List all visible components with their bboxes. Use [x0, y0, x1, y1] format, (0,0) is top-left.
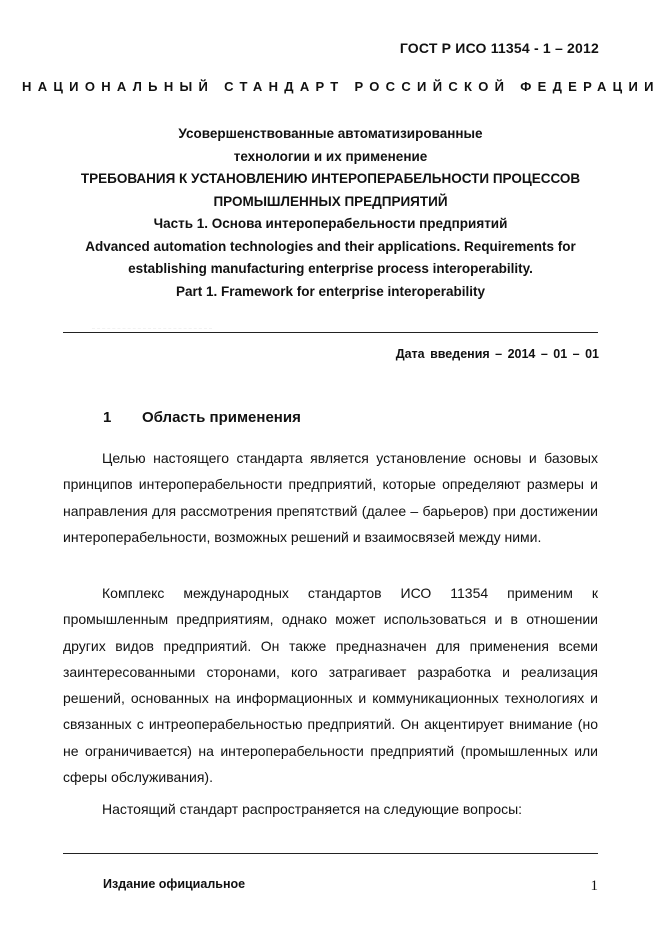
title-line: ТРЕБОВАНИЯ К УСТАНОВЛЕНИЮ ИНТЕРОПЕРАБЕЛЬНОСТИ ПРОЦЕССОВ: [80, 171, 581, 186]
title-line: технологии и их применение: [233, 148, 428, 164]
title-line: ПРОМЫШЛЕННЫХ ПРЕДПРИЯТИЙ: [213, 193, 448, 209]
section-number: 1: [103, 409, 112, 426]
document-code: ГОСТ Р ИСО 11354 - 1 – 2012: [399, 40, 599, 56]
footer-divider: [63, 853, 598, 854]
title-line: Усовершенствованные автоматизированные: [178, 126, 483, 141]
title-line: establishing manufacturing enterprise process interoperability.: [128, 261, 533, 276]
section-title: Область применения: [142, 409, 301, 426]
national-standard-heading: НАЦИОНАЛЬНЫЙ СТАНДАРТ РОССИЙСКОЙ ФЕДЕРАЦИИ: [22, 79, 660, 94]
page-number: 1: [590, 878, 598, 894]
title-line: Advanced automation technologies and their applications. Requirements for: [85, 238, 576, 254]
effective-date: Дата введения – 2014 – 01 – 01: [395, 347, 599, 361]
title-block: [40, 123, 621, 303]
title-divider: [63, 332, 598, 333]
paragraph: Настоящий стандарт распространяется на следующие вопросы:: [102, 801, 523, 817]
official-edition-label: Издание официальное: [103, 877, 246, 891]
title-line: Part 1. Framework for enterprise interoperability: [175, 283, 486, 299]
title-line: Часть 1. Основа интероперабельности предприятий: [153, 216, 508, 231]
paragraph: Комплекс международных стандартов ИСО 11354 применим к промышленным предприятиям, однако может использоваться и в отношении других видов предприятий. Он также предназначен для применения всеми заинтересованными сторонами, кого затрагивает разработка и реализация решений, основанных на информационных и коммуникационных технологиях и связанных с интреоперабельностью предприятий. Он акцентирует внимание (но не ограничивается) на интероперабельности предприятий (промышленных или сферы обслуживания).: [63, 585, 598, 786]
paragraph: Целью настоящего стандарта является установление основы и базовых принципов интероперабельности предприятий, которые определяют размеры и направления для рассмотрения препятствий (далее – барьеров) при достижении интероперабельности, возможных решений и взаимосвязей между ними.: [63, 450, 598, 545]
